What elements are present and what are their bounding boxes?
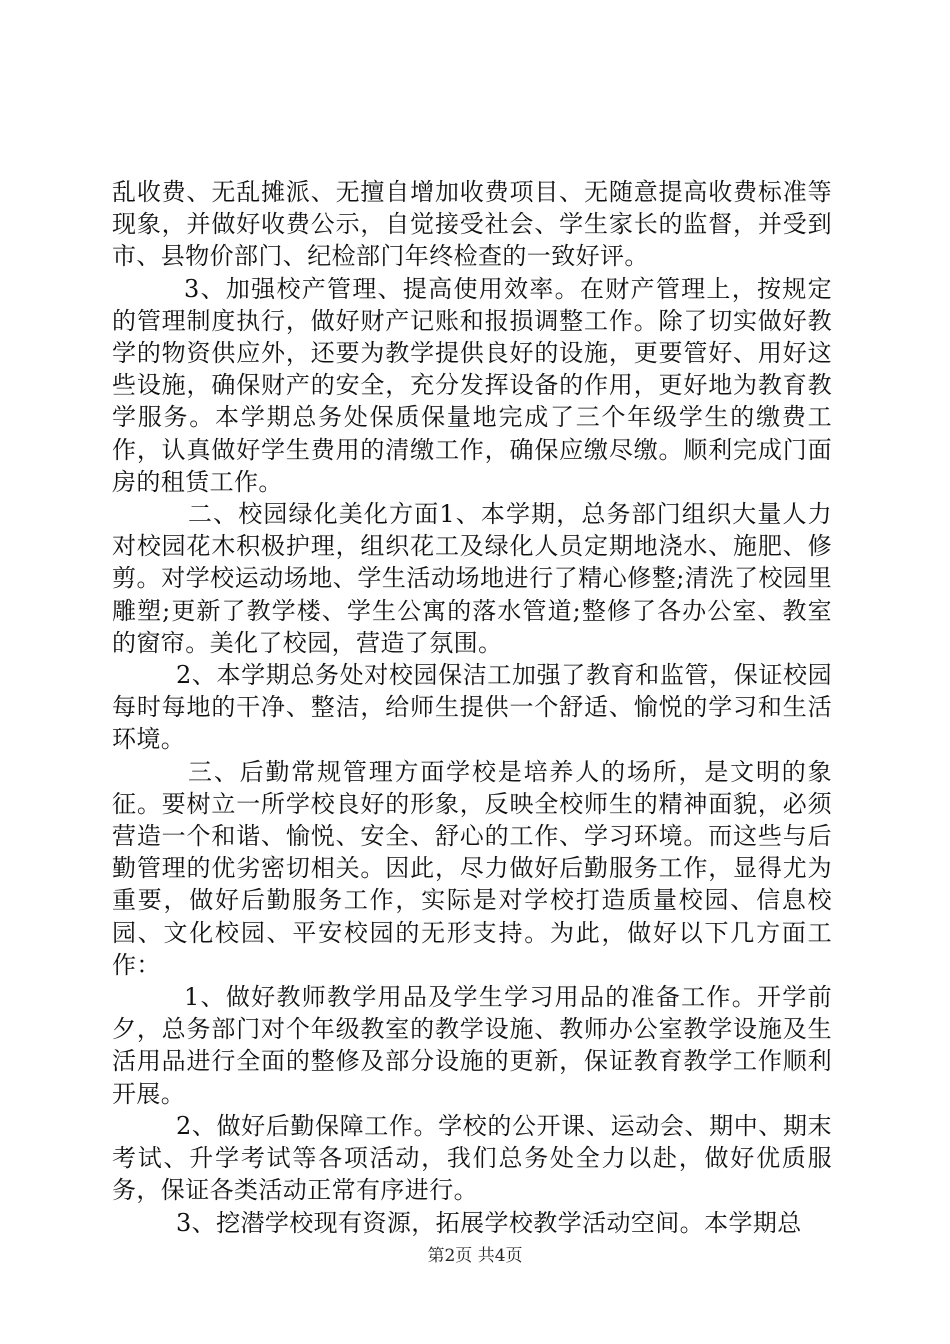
paragraph-campus-cleaning: 2、本学期总务处对校园保洁工加强了教育和监管，保证校园每时每地的干净、整洁，给师生提供一个舒适、愉悦的学习和生活环境。 [112,661,832,754]
paragraph-campus-greening: 二、校园绿化美化方面1、本学期，总务部门组织大量人力对校园花木积极护理，组织花工及绿化人员定期地浇水、施肥、修剪。对学校运动场地、学生活动场地进行了精心修整;清洗了校园里雕塑;更新了教学楼、学生公寓的落水管道;整修了各办公室、教室的窗帘。美化了校园，营造了氛围。 [112,500,832,657]
paragraph-teaching-supplies: 1、做好教师教学用品及学生学习用品的准备工作。开学前夕，总务部门对个年级教室的教学设施、教师办公室教学设施及生活用品进行全面的整修及部分设施的更新，保证教育教学工作顺利开展。 [112,983,832,1108]
paragraph-asset-management: 3、加强校产管理、提高使用效率。在财产管理上，按规定的管理制度执行，做好财产记账和报损调整工作。除了切实做好教学的物资供应外，还要为教学提供良好的设施，更要管好、用好这些设施，确保财产的安全，充分发挥设备的作用，更好地为教育教学服务。本学期总务处保质保量地完成了三个年级学生的缴费工作，认真做好学生费用的清缴工作，确保应缴尽缴。顺利完成门面房的租赁工作。 [112,274,832,496]
document-body [112,176,832,1239]
paragraph-logistics-management: 三、后勤常规管理方面学校是培养人的场所，是文明的象征。要树立一所学校良好的形象，反映全校师生的精神面貌，必须营造一个和谐、愉悦、安全、舒心的工作、学习环境。而这些与后勤管理的优劣密切相关。因此，尽力做好后勤服务工作，显得尤为重要，做好后勤服务工作，实际是对学校打造质量校园、信息校园、文化校园、平安校园的无形支持。为此，做好以下几方面工作： [112,757,832,979]
paragraph-fee-supervision: 乱收费、无乱摊派、无擅自增加收费项目、无随意提高收费标准等现象，并做好收费公示，自觉接受社会、学生家长的监督，并受到市、县物价部门、纪检部门年终检查的一致好评。 [112,178,832,271]
page-indicator: 第2页 共4页 [427,1246,523,1266]
paragraph-logistics-support: 2、做好后勤保障工作。学校的公开课、运动会、期中、期末考试、升学考试等各项活动，我们总务处全力以赴，做好优质服务，保证各类活动正常有序进行。 [112,1111,832,1205]
paragraph-resource-expansion: 3、挖潜学校现有资源，拓展学校教学活动空间。本学期总 [176,1208,802,1237]
